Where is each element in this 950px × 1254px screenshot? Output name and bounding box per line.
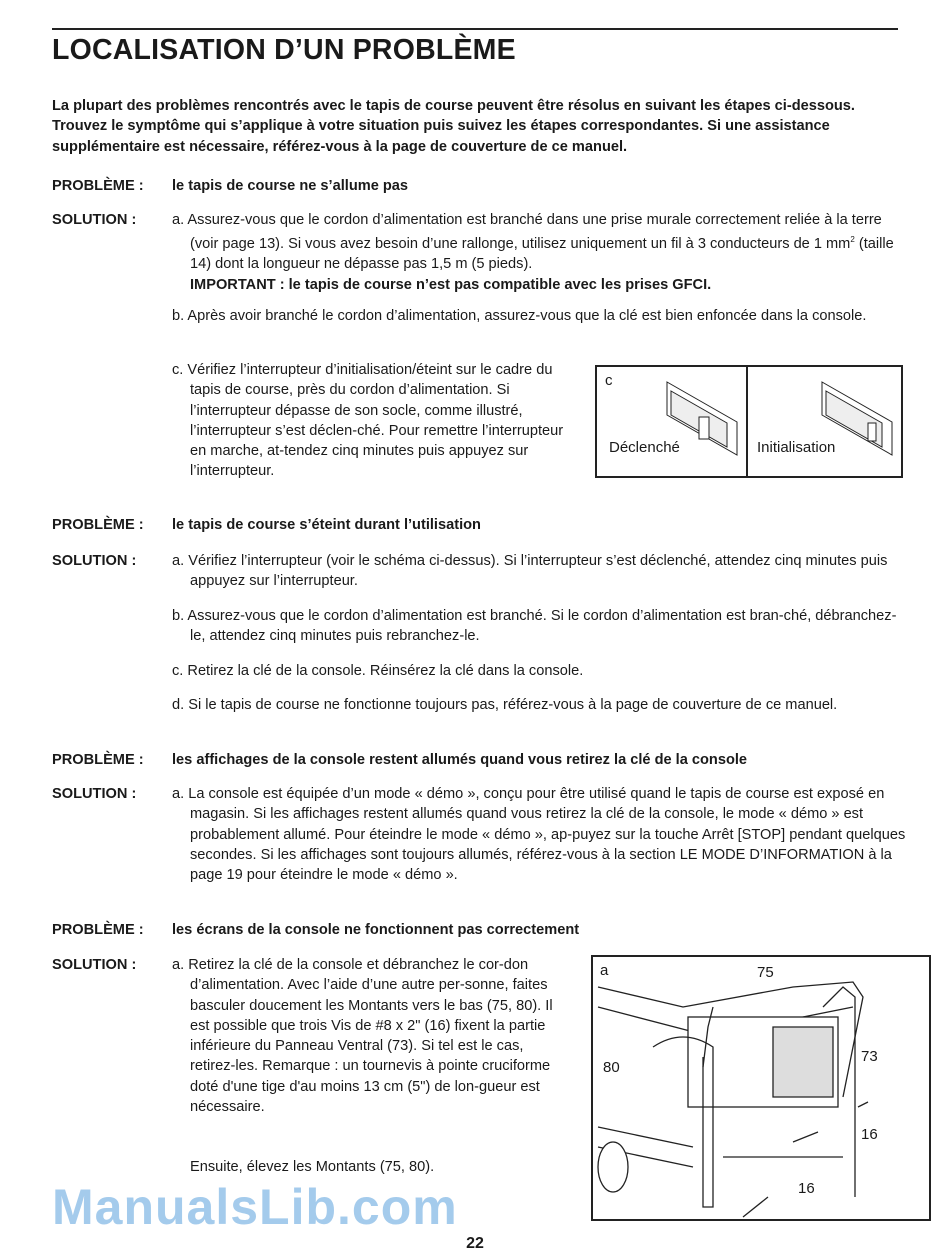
page-number: 22 <box>466 1235 484 1252</box>
figure-divider <box>746 367 748 476</box>
solution-4a-next: Ensuite, élevez les Montants (75, 80). <box>190 1159 435 1175</box>
solution-label: SOLUTION : <box>52 957 137 973</box>
solution-4a: a. Retirez la clé de la console et débranchez le cor-don d’alimentation. Avec l’aide d’une autre per-sonne, faites basculer doucement les Montants vers le bas (75, 80). Il est possible que trois Vis de #8 x 2" (16) fixent la partie inférieure du Panneau Ventral (73). Si tel est le cas, retirez-les. Remarque : un tournevis à pointe cruciforme doté d'une tige d'au moins 13 cm (5") de lon-gueur est nécessaire. <box>172 957 553 1116</box>
solution-1c: c. Vérifiez l’interrupteur d’initialisation/éteint sur le cadre du tapis de course, près du cordon d’alimentation. Si l’interrupteur dépasse de son socle, comme illustré, l’interrupteur s’est déclen-ché. Pour remettre l’interrupteur en marche, at-tendez cinq minutes puis appuyez sur l’interrupteur. <box>172 362 564 480</box>
solution-2a: a. Vérifiez l’interrupteur (voir le schéma ci-dessus). Si l’interrupteur s’est déclenché, attendez cinq minutes puis appuyez sur l’interrupteur. <box>172 553 888 590</box>
solution-label: SOLUTION : <box>52 553 137 569</box>
superscript: 2 <box>850 235 855 245</box>
solution-2b: b. Assurez-vous que le cordon d’alimentation est branché. Si le cordon d’alimentation est bran-ché, débranchez-le, attendez cinq minutes puis rebranchez-le. <box>172 608 897 645</box>
callout-75: 75 <box>757 964 774 981</box>
problem-label: PROBLÈME : <box>52 752 144 768</box>
problem-text: les affichages de la console restent allumés quand vous retirez la clé de la console <box>172 752 748 768</box>
solution-1a <box>172 210 908 295</box>
important-note: IMPORTANT : le tapis de course n’est pas compatible avec les prises GFCI. <box>190 276 712 293</box>
top-rule <box>52 28 898 30</box>
problem-label: PROBLÈME : <box>52 922 144 938</box>
figure-letter: a <box>600 962 609 979</box>
solution-1b: b. Après avoir branché le cordon d’alimentation, assurez-vous que la clé est bien enfoncée dans la console. <box>172 308 867 324</box>
solution-3a: a. La console est équipée d’un mode « démo », conçu pour être utilisé quand le tapis de course est exposé en magasin. Si les affichages restent allumés quand vous retirez la clé de la console, le mode « démo » est probablement allumé. Pour éteindre le mode « démo », ap-puyez sur la touche Arrêt [STOP] pendant quelques secondes. Si les affichages sont toujours allumés, référez-vous à la section LE MODE D’INFORMATION à la page 19 pour éteindre le mode « démo ». <box>172 786 906 884</box>
solution-label: SOLUTION : <box>52 786 137 802</box>
reset-label: Initialisation <box>757 439 836 456</box>
treadmill-diagram-icon <box>593 957 929 1219</box>
figure-c-switch <box>595 365 903 478</box>
problem-text: les écrans de la console ne fonctionnent pas correctement <box>172 922 580 938</box>
solution-text: (taille 14) dont la longueur ne dépasse pas 1,5 m (5 pieds). <box>190 236 894 273</box>
problem-text: le tapis de course ne s’allume pas <box>172 178 409 194</box>
solution-2d: d. Si le tapis de course ne fonctionne toujours pas, référez-vous à la page de couverture de ce manuel. <box>172 697 838 713</box>
figure-a-treadmill <box>591 955 931 1221</box>
problem-text: le tapis de course s’éteint durant l’utilisation <box>172 517 481 533</box>
solution-text: a. Assurez-vous que le cordon d’alimentation est branché dans une prise murale correctement reliée à la terre (voir page 13). Si vous avez besoin d’une rallonge, utilisez uniquement un fil à 3 conducteurs de 1 mm <box>172 212 882 253</box>
page-title: LOCALISATION D’UN PROBLÈME <box>52 34 516 66</box>
callout-73: 73 <box>861 1048 878 1065</box>
intro-paragraph: La plupart des problèmes rencontrés avec le tapis de course peuvent être résolus en suivant les étapes ci-dessous. Trouvez le symptôme qui s’applique à votre situation puis suivez les étapes correspondantes. Si une assistance supplémentaire est nécessaire, référez-vous à la page de couverture de ce manuel. <box>52 98 855 155</box>
callout-16-right: 16 <box>861 1126 878 1143</box>
callout-80: 80 <box>603 1059 620 1076</box>
solution-label: SOLUTION : <box>52 212 137 228</box>
callout-16-bottom: 16 <box>798 1180 815 1197</box>
solution-2c: c. Retirez la clé de la console. Réinsérez la clé dans la console. <box>172 663 584 679</box>
problem-label: PROBLÈME : <box>52 517 144 533</box>
figure-letter: c <box>605 372 613 389</box>
tripped-label: Déclenché <box>609 439 680 456</box>
problem-label: PROBLÈME : <box>52 178 144 194</box>
watermark: ManualsLib.com <box>52 1179 458 1235</box>
